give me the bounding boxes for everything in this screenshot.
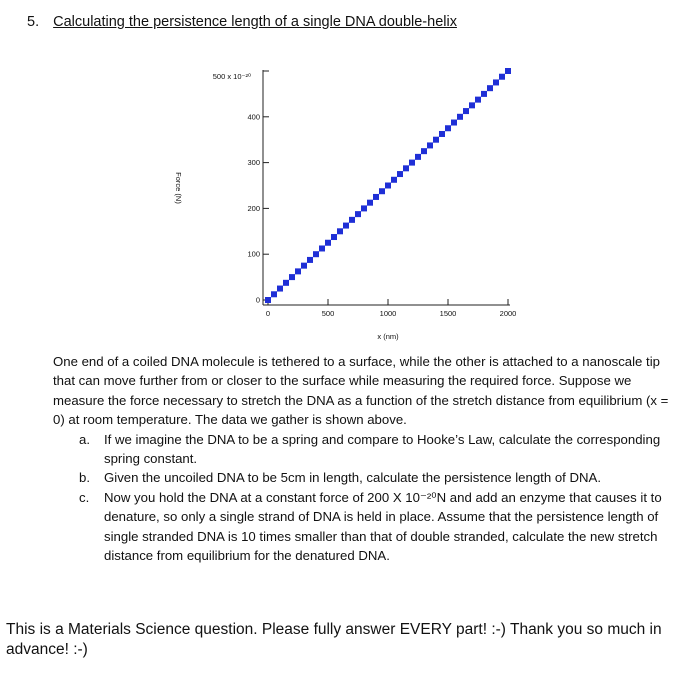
question-title: Calculating the persistence length of a single DNA double-helix (53, 14, 457, 30)
x-axis-label: x (nm) (377, 332, 399, 341)
x-tick-label: 2000 (499, 309, 517, 318)
subquestion-label: c. (79, 489, 90, 505)
data-point (385, 183, 391, 189)
x-tick-label: 0 (265, 309, 271, 318)
data-point (451, 120, 457, 126)
data-point (271, 291, 277, 297)
data-point (367, 200, 373, 206)
subquestion-label: a. (79, 431, 90, 447)
subquestion-text: Now you hold the DNA at a constant force of 200 X 10⁻²⁰N and add an enzyme that causes it to denature, so only a single strand of DNA is held in place. Assume that the persistence length of single stranded DNA is 10 times smaller than that of double stranded, calculate the new stretch distance from equilibrium for the denatured DNA. (104, 489, 662, 564)
data-point (499, 74, 505, 80)
problem-intro: One end of a coiled DNA molecule is tethered to a surface, while the other is attached to a nanoscale tip that can move further from or closer to the surface while measuring the required force. Suppose we measure the force necessary to stretch the DNA as a function of the stretch distance from equilibrium (x = 0) at room temperature. The data we gather is shown above. (53, 354, 669, 428)
y-tick-label: 200 (247, 203, 260, 213)
data-point (403, 165, 409, 171)
x-tick-label: 1000 (379, 309, 397, 318)
data-point (277, 286, 283, 292)
y-tick-label: 400 (247, 112, 260, 122)
data-point (361, 205, 367, 211)
x-tick-label: 1500 (439, 309, 457, 318)
data-point (349, 217, 355, 223)
footer-note: This is a Materials Science question. Please fully answer EVERY part! :-) Thank you so much in advance! :-) (6, 621, 662, 658)
subquestion-label: b. (79, 470, 90, 486)
y-axis-label: Force (N) (174, 172, 183, 204)
data-point (481, 91, 487, 97)
data-point (343, 223, 349, 229)
data-point (337, 228, 343, 234)
data-point (355, 211, 361, 217)
data-point (391, 177, 397, 183)
data-point (301, 263, 307, 269)
y-axis-ticks (247, 112, 269, 304)
force-vs-extension-chart (0, 0, 700, 345)
data-point (409, 160, 415, 166)
data-point (289, 274, 295, 280)
data-point (331, 234, 337, 240)
x-axis-ticks (266, 299, 516, 318)
question-number: 5. (27, 14, 40, 30)
data-point (307, 257, 313, 263)
data-point (505, 68, 511, 74)
data-point (265, 297, 271, 303)
y-axis-scale-label: 500 x 10⁻²⁰ (212, 72, 251, 81)
data-point (313, 251, 319, 257)
data-point (325, 240, 331, 246)
data-point (469, 102, 475, 108)
y-tick-label: 100 (247, 249, 260, 259)
subquestion-c (79, 488, 678, 566)
y-tick-label: 300 (247, 158, 260, 168)
data-point (493, 79, 499, 85)
data-point (379, 188, 385, 194)
subquestion-text: If we imagine the DNA to be a spring and compare to Hooke’s Law, calculate the corresponding spring constant. (104, 431, 661, 467)
data-point (457, 114, 463, 120)
x-tick-label: 500 (321, 309, 335, 318)
subquestion-text: Given the uncoiled DNA to be 5cm in length, calculate the persistence length of DNA. (104, 470, 602, 486)
data-point (475, 97, 481, 103)
data-point (397, 171, 403, 177)
data-points (265, 68, 511, 303)
data-point (373, 194, 379, 200)
subquestion-a (79, 430, 678, 469)
data-point (445, 125, 451, 131)
data-point (319, 245, 325, 251)
data-point (415, 154, 421, 160)
data-point (439, 131, 445, 137)
problem-text (53, 352, 678, 565)
data-point (433, 137, 439, 143)
data-point (295, 268, 301, 274)
subquestion-b (79, 468, 678, 487)
data-point (421, 148, 427, 154)
data-point (463, 108, 469, 114)
y-tick-label: 0 (255, 295, 260, 305)
data-point (283, 280, 289, 286)
data-point (487, 85, 493, 91)
data-point (427, 142, 433, 148)
